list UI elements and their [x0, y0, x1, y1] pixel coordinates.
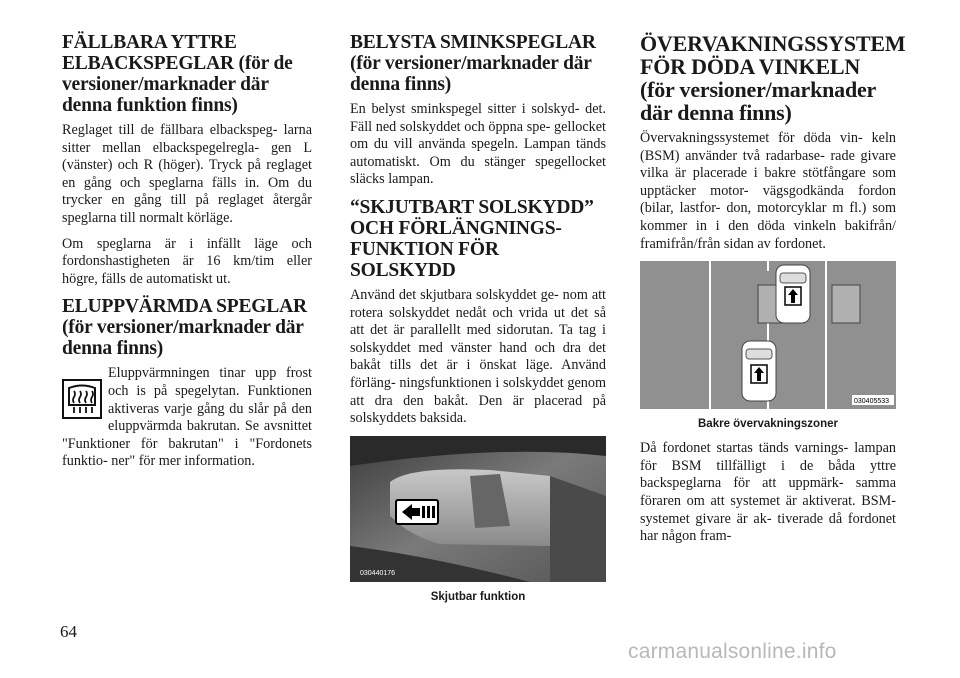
heading-vanity-mirrors: BELYSTA SMINKSPEGLAR (för versioner/marknader där denna finns) — [350, 32, 596, 95]
blind-spot-figure — [640, 261, 896, 430]
sunvisor-figure-code: 030440176 — [360, 569, 396, 577]
rear-defrost-icon — [62, 379, 102, 419]
sunvisor-photo — [350, 436, 606, 582]
paragraph-heated-mirrors: Eluppvärmningen tinar upp frost och is på spegelytan. Funktionen aktiveras varje gång du slår på den eluppvärmda bakrutan. Se avsnittet "Funktioner för bakrutan" i "Fordonets funktio- ner" för mer information. — [62, 365, 312, 470]
paragraph-folding-mirrors-1: Reglaget till de fällbara elbackspeg- larna sitter mellan elbackspegelregla- gen L (vänster) och R (höger). Tryck på reglaget en gång och speglarna fälls in. Om du trycker en gång till på reglaget återgår speglarna till normalt körläge. — [62, 122, 312, 226]
paragraph-blind-spot-2: Då fordonet startas tänds varnings- lampan för BSM tillfälligt i de båda yttre backspeglarna för att uppmärk- samma föraren om att systemet är aktiverat. BSM-systemet givare är ak- tiverade då fordonet har någon fram- — [640, 440, 896, 545]
heading-blind-spot: ÖVERVAKNINGSSYSTEM FÖR DÖDA VINKELN (för versioner/marknader där denna finns) — [640, 31, 906, 125]
heading-folding-mirrors: FÄLLBARA YTTRE ELBACKSPEGLAR (för de versioner/marknader där denna funktion finns) — [62, 32, 293, 116]
blind-spot-caption: Bakre övervakningszoner — [698, 418, 838, 431]
heated-mirrors-block — [62, 365, 312, 471]
page-number: 64 — [60, 622, 77, 641]
paragraph-sliding-sunvisor: Använd det skjutbara solskyddet ge- nom att rotera solskyddet nedåt och vrida ut det så att det är parallellt med sidorutan. Ta tag i solskyddet med vänster hand och dra det bakåt tills det är i önskat läge. Använd förläng- ningsfunktionen i solskyddet genom att dra den bakåt. Den är placerad på solskyddets baksida. — [350, 286, 606, 427]
watermark: carmanualsonline.info — [628, 640, 837, 663]
left-column — [62, 32, 312, 479]
blind-spot-figure-code: 030405533 — [854, 398, 890, 406]
heading-heated-mirrors: ELUPPVÄRMDA SPEGLAR (för versioner/marknader där denna finns) — [62, 296, 307, 360]
sunvisor-caption: Skjutbar funktion — [430, 590, 526, 603]
heading-sliding-sunvisor: “SKJUTBART SOLSKYDD” OCH FÖRLÄNGNINGS- FUNKTION FÖR SOLSKYDD — [350, 196, 594, 281]
paragraph-vanity-mirrors: En belyst sminkspegel sitter i solskyd- det. Fäll ned solskyddet och öppna spe- gellocket om du vill använda spegeln. Lampan tänds automatiskt. Om du stänger spegellocket släcks lampan. — [350, 101, 606, 188]
blind-spot-diagram — [640, 261, 896, 409]
paragraph-folding-mirrors-2: Om speglarna är i infällt läge och fordonshastigheten är 16 km/tim eller högre, fälls de automatiskt ut. — [62, 235, 312, 287]
paragraph-blind-spot-1: Övervakningssystemet för döda vin- keln (BSM) använder två radarbase- rade givare vilka är placerade i bakre stötfångare som upptäcker motor- vägsgodkända fordon (bilar, lastfor- don, motorcyklar m fl.) som kommer in i den döda vinkeln bakifrån/ framifrån/från sidan av fordonet. — [640, 130, 896, 252]
middle-column — [350, 32, 606, 603]
right-column — [640, 31, 906, 554]
sunvisor-figure — [350, 436, 606, 603]
